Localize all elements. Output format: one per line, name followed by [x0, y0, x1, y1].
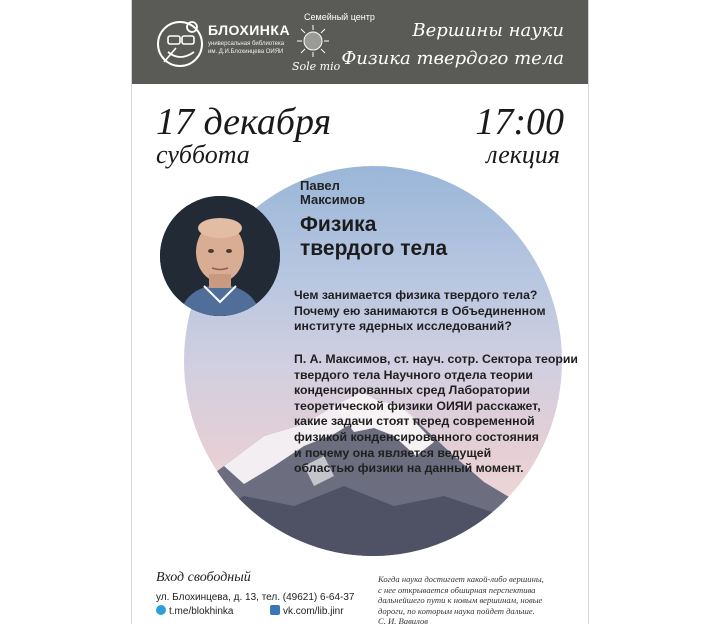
talk-questions [294, 288, 546, 335]
description-line: областью физики на данный момент. [294, 461, 524, 476]
description-line: твердого тела Научного отдела теории [294, 367, 533, 382]
quote-line: дороги, по которым наука пойдет дальше. [378, 605, 535, 616]
speaker-photo [160, 196, 280, 316]
poster-header [132, 0, 589, 84]
description-line: физикой конденсированного состояния [294, 429, 539, 444]
vk-icon [270, 605, 280, 615]
description-line: конденсированных сред Лаборатории [294, 383, 530, 398]
talk-title: твердого тела [300, 237, 448, 260]
event-date: 17 декабря [156, 101, 332, 143]
vk-link[interactable] [270, 605, 344, 617]
event-type: лекция [486, 140, 560, 169]
description-line: и почему она является ведущей [294, 445, 492, 460]
event-time: 17:00 [475, 101, 564, 143]
telegram-link[interactable] [156, 605, 233, 617]
series-topic: Физика твердого тела [341, 48, 564, 69]
question-line: Чем занимается физика твердого тела? [294, 288, 538, 302]
library-logo-icon [154, 18, 206, 70]
quote-line: Когда наука достигает какой-либо вершины, [378, 574, 544, 584]
series-title: Вершины науки [412, 20, 564, 41]
quote-line: дальнейшего пути к новым вершинам, новые [378, 595, 543, 606]
event-weekday: суббота [156, 140, 250, 169]
quote-line: с нее открывается обширная перспектива [378, 584, 536, 595]
speaker-first-name: Павел [300, 178, 340, 193]
talk-title: Физика [300, 213, 377, 236]
description-line: П. А. Максимов, ст. науч. сотр. Сектора теории [294, 352, 578, 366]
admission-note: Вход свободный [156, 570, 251, 585]
family-center-caption: Семейный центр [304, 12, 375, 22]
telegram-icon [156, 605, 166, 615]
description-line: какие задачи стоят перед современной [294, 414, 535, 429]
poster [131, 0, 589, 624]
description-line: теоретической физики ОИЯИ расскажет, [294, 398, 541, 413]
library-subtitle-line: универсальная библиотека [208, 41, 285, 47]
telegram-link-text[interactable]: t.me/blokhinka [169, 606, 234, 617]
speaker-last-name: Максимов [300, 192, 366, 207]
address: ул. Блохинцева, д. 13, тел. (49621) 6-64-37 [156, 592, 355, 603]
vk-link-text[interactable]: vk.com/lib.jinr [283, 606, 344, 617]
library-name: БЛОХИНКА [208, 22, 291, 38]
library-subtitle-line: им. Д.И.Блохинцева ОИЯИ [208, 49, 284, 55]
quote-author: С. И. Вавилов [378, 616, 428, 624]
family-center-brand: Sole mio [292, 60, 341, 73]
question-line: институте ядерных исследований? [294, 319, 512, 334]
talk-description [294, 352, 578, 477]
speaker-portrait [160, 196, 280, 316]
sole-mio-sun-icon [295, 23, 331, 59]
question-line: Почему ею занимаются в Объединенном [294, 303, 546, 318]
quote [378, 574, 574, 624]
